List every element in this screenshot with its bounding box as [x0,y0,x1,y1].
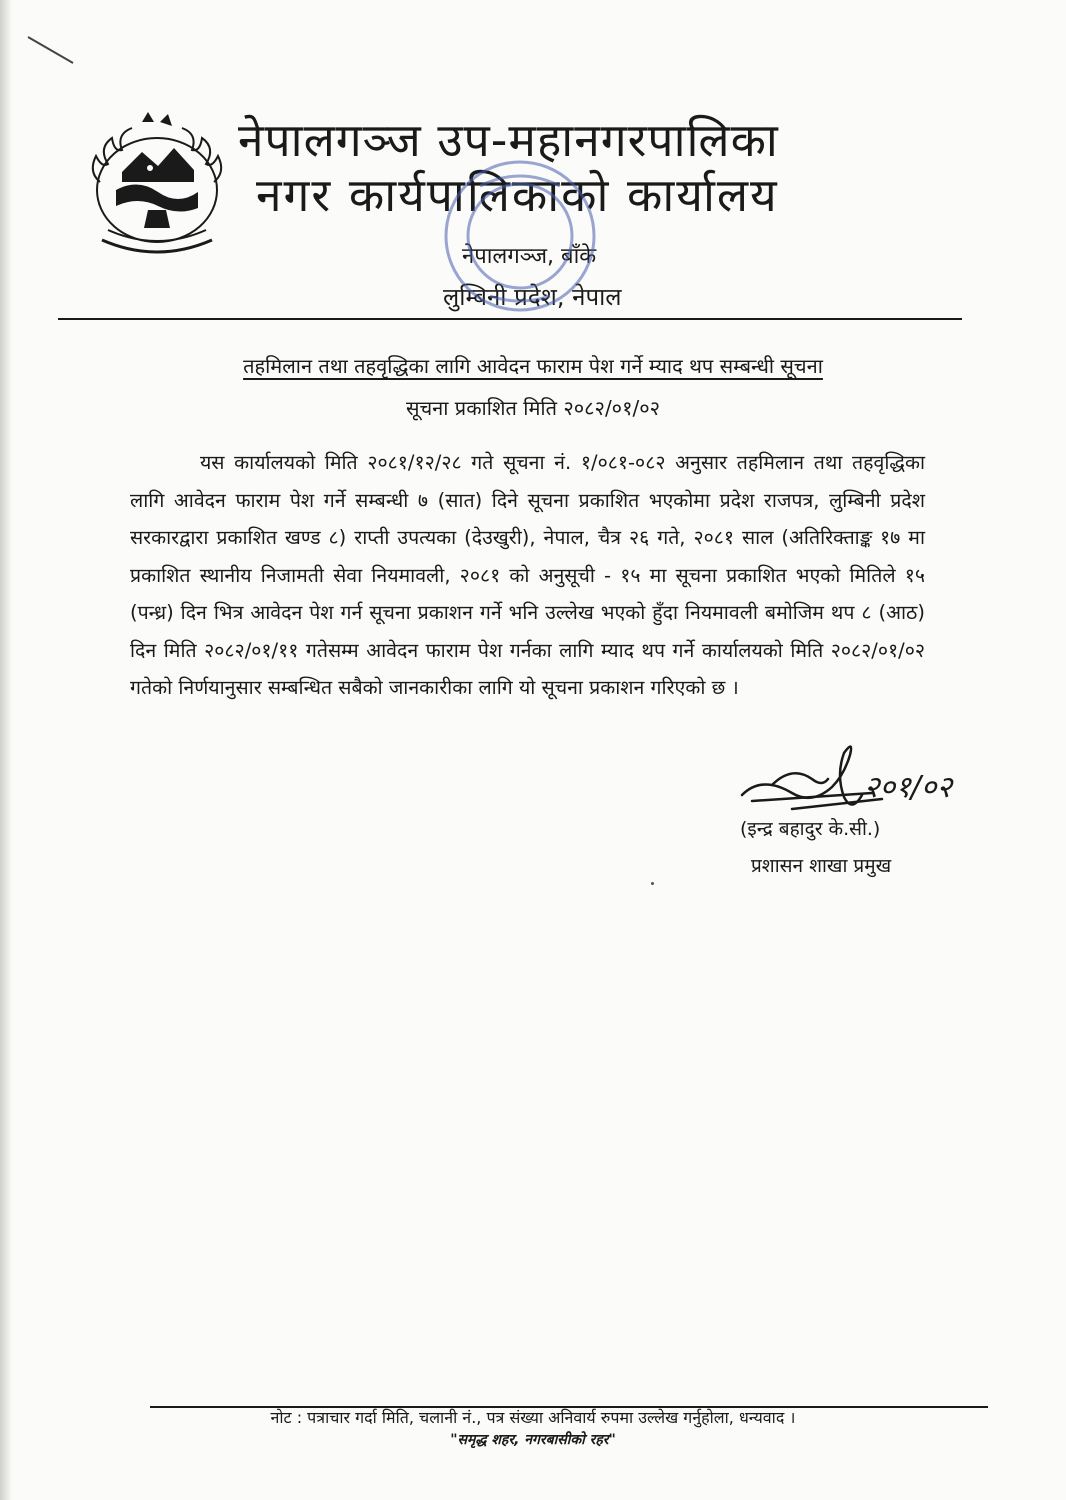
footer-motto: "समृद्ध शहर, नगरबासीको रहर" [450,1432,616,1448]
org-province: लुम्बिनी प्रदेश, नेपाल [443,283,622,311]
notice-subject-text: तहमिलान तथा तहवृद्धिका लागि आवेदन फाराम पेश गर्ने म्याद थप सम्बन्धी सूचना [243,354,823,378]
signature-date: २०१/०२ [864,770,953,805]
org-city: नेपालगञ्ज, बाँके [462,244,597,269]
header-divider [58,318,962,320]
nepal-emblem-icon [78,112,236,262]
org-name-line2: नगर कार्यपालिकाको कार्यालय [256,168,779,222]
stray-mark [651,882,654,885]
notice-subject [0,352,1066,379]
page-shadow-edge [0,0,12,1500]
notice-body: यस कार्यालयको मिति २०८१/१२/२८ गते सूचना नं. १/०८१-०८२ अनुसार तहमिलान तथा तहवृद्धिका लागि आवेदन फाराम पेश गर्ने सम्बन्धी ७ (सात) दिने सूचना प्रकाशित भएकोमा प्रदेश राजपत्र, लुम्बिनी प्रदेश सरकारद्वारा प्रकाशित खण्ड ८) राप्ती उपत्यका (देउखुरी), नेपाल, चैत्र २६ गते, २०८१ साल (अतिरिक्ताङ्क १७ मा प्रकाशित स्थानीय निजामती सेवा नियमावली, २०८१ को अनुसूची - १५ मा सूचना प्रकाशित भएको मितिले १५ (पन्ध्र) दिन भित्र आवेदन पेश गर्न सूचना प्रकाशन गर्ने भनि उल्लेख भएको हुँदा नियमावली बमोजिम थप ८ (आठ) दिन मिति २०८२/०१/११ गतेसम्म आवेदन फाराम पेश गर्नका लागि म्याद थप गर्ने कार्यालयको मिति २०८२/०१/०२ गतेको निर्णयानुसार सम्बन्धित सबैको जानकारीका लागि यो सूचना प्रकाशन गरिएको छ । [130,451,925,699]
signer-title: प्रशासन शाखा प्रमुख [751,855,892,877]
paper-crease-mark [28,36,74,64]
footer-note: नोट : पत्राचार गर्दा मिति, चलानी नं., पत्र संख्या अनिवार्य रुपमा उल्लेख गर्नुहोला, धन्यवाद । [270,1408,796,1427]
org-name-line1: नेपालगञ्ज उप-महानगरपालिका [238,113,779,167]
signer-name: (इन्द्र बहादुर के.सी.) [740,818,881,840]
notice-published-date: सूचना प्रकाशित मिति २०८२/०१/०२ [405,396,661,420]
office-stamp-icon [440,156,600,316]
